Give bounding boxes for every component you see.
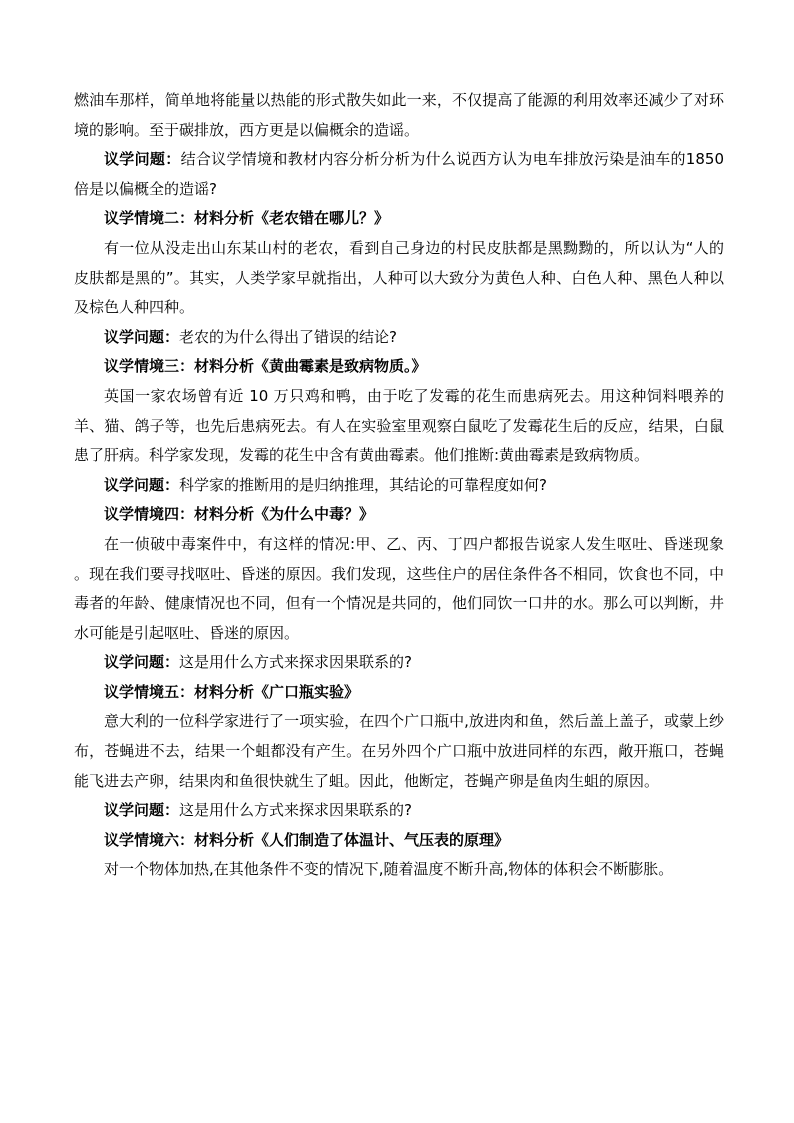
scenario-5-heading: 议学情境五：材料分析《广口瓶实验》 [104, 682, 360, 701]
question-5-text: 这是用什么方式来探求因果联系的? [179, 801, 412, 820]
question-1-text: 结合议学情境和教材内容分析分析为什么说西方认为电车排放污染是油车的1850倍是以偏概全的造谣? [74, 150, 724, 198]
question-label: 议学问题： [104, 653, 180, 672]
scenario-6-body: 对一个物体加热,在其他条件不变的情况下,随着温度不断升高,物体的体积会不断膨胀。 [104, 860, 674, 879]
document-page [74, 86, 724, 885]
question-1 [74, 145, 724, 204]
question-4-text: 这是用什么方式来探求因果联系的? [179, 653, 412, 672]
scenario-6-heading: 议学情境六：材料分析《人们制造了体温计、气压表的原理》 [104, 830, 510, 849]
question-2-text: 老农的为什么得出了错误的结论? [179, 327, 397, 346]
question-3-text: 科学家的推断用的是归纳推理，其结论的可靠程度如何? [179, 475, 547, 494]
question-label: 议学问题： [104, 150, 181, 169]
intro-continuation-paragraph: 燃油车那样，简单地将能量以热能的形式散失如此一来，不仅提高了能源的利用效率还减少了对环境的影响。至于碳排放，西方更是以偏概余的造谣。 [74, 91, 724, 139]
question-3 [74, 471, 724, 501]
scenario-4-heading: 议学情境四：材料分析《为什么中毒？》 [104, 505, 375, 524]
scenario-4-body: 在一侦破中毒案件中，有这样的情况:甲、乙、丙、丁四户都报告说家人发生呕吐、昏迷现象 。现在我们要寻找呕吐、昏迷的原因。我们发现，这些住户的居住条件各不相同，饮食也不同，中毒者的年龄、健康情况也不同，但有一个情况是共同的，他们同饮一口井的水。那么可以判断，井水可能是引起呕吐、昏迷的原因。 [74, 534, 724, 642]
scenario-5-body: 意大利的一位科学家进行了一项实验，在四个广口瓶中,放进肉和鱼，然后盖上盖子，或蒙上纱布，苍蝇进不去，结果一个蛆都没有产生。在另外四个广口瓶中放进同样的东西，敞开瓶口，苍蝇能飞进去产卵，结果肉和鱼很快就生了蛆。因此，他断定，苍蝇产卵是鱼肉生蛆的原因。 [74, 712, 724, 790]
question-4 [74, 648, 724, 678]
question-label: 议学问题： [104, 475, 180, 494]
question-2 [74, 323, 724, 353]
scenario-3-body: 英国一家农场曾有近 10 万只鸡和鸭，由于吃了发霉的花生而患病死去。用这种饲料喂养的羊、猫、鸽子等，也先后患病死去。有人在实验室里观察白鼠吃了发霉花生后的反应，结果，白鼠患了肝病。科学家发现，发霉的花生中含有黄曲霉素。他们推断:黄曲霉素是致病物质。 [74, 386, 724, 465]
question-label: 议学问题： [104, 327, 180, 346]
question-label: 议学问题： [104, 801, 180, 820]
scenario-3-heading: 议学情境三：材料分析《黄曲霉素是致病物质。》 [104, 357, 427, 376]
question-5 [74, 796, 724, 826]
scenario-2-heading: 议学情境二：材料分析《老农错在哪儿？》 [104, 209, 390, 228]
scenario-2-body: 有一位从没走出山东某山村的老农，看到自己身边的村民皮肤都是黑黝黝的，所以认为“人的皮肤都是黑的”。其实，人类学家早就指出，人种可以大致分为黄色人种、白色人种、黑色人种以及棕色人种四种。 [74, 238, 724, 317]
